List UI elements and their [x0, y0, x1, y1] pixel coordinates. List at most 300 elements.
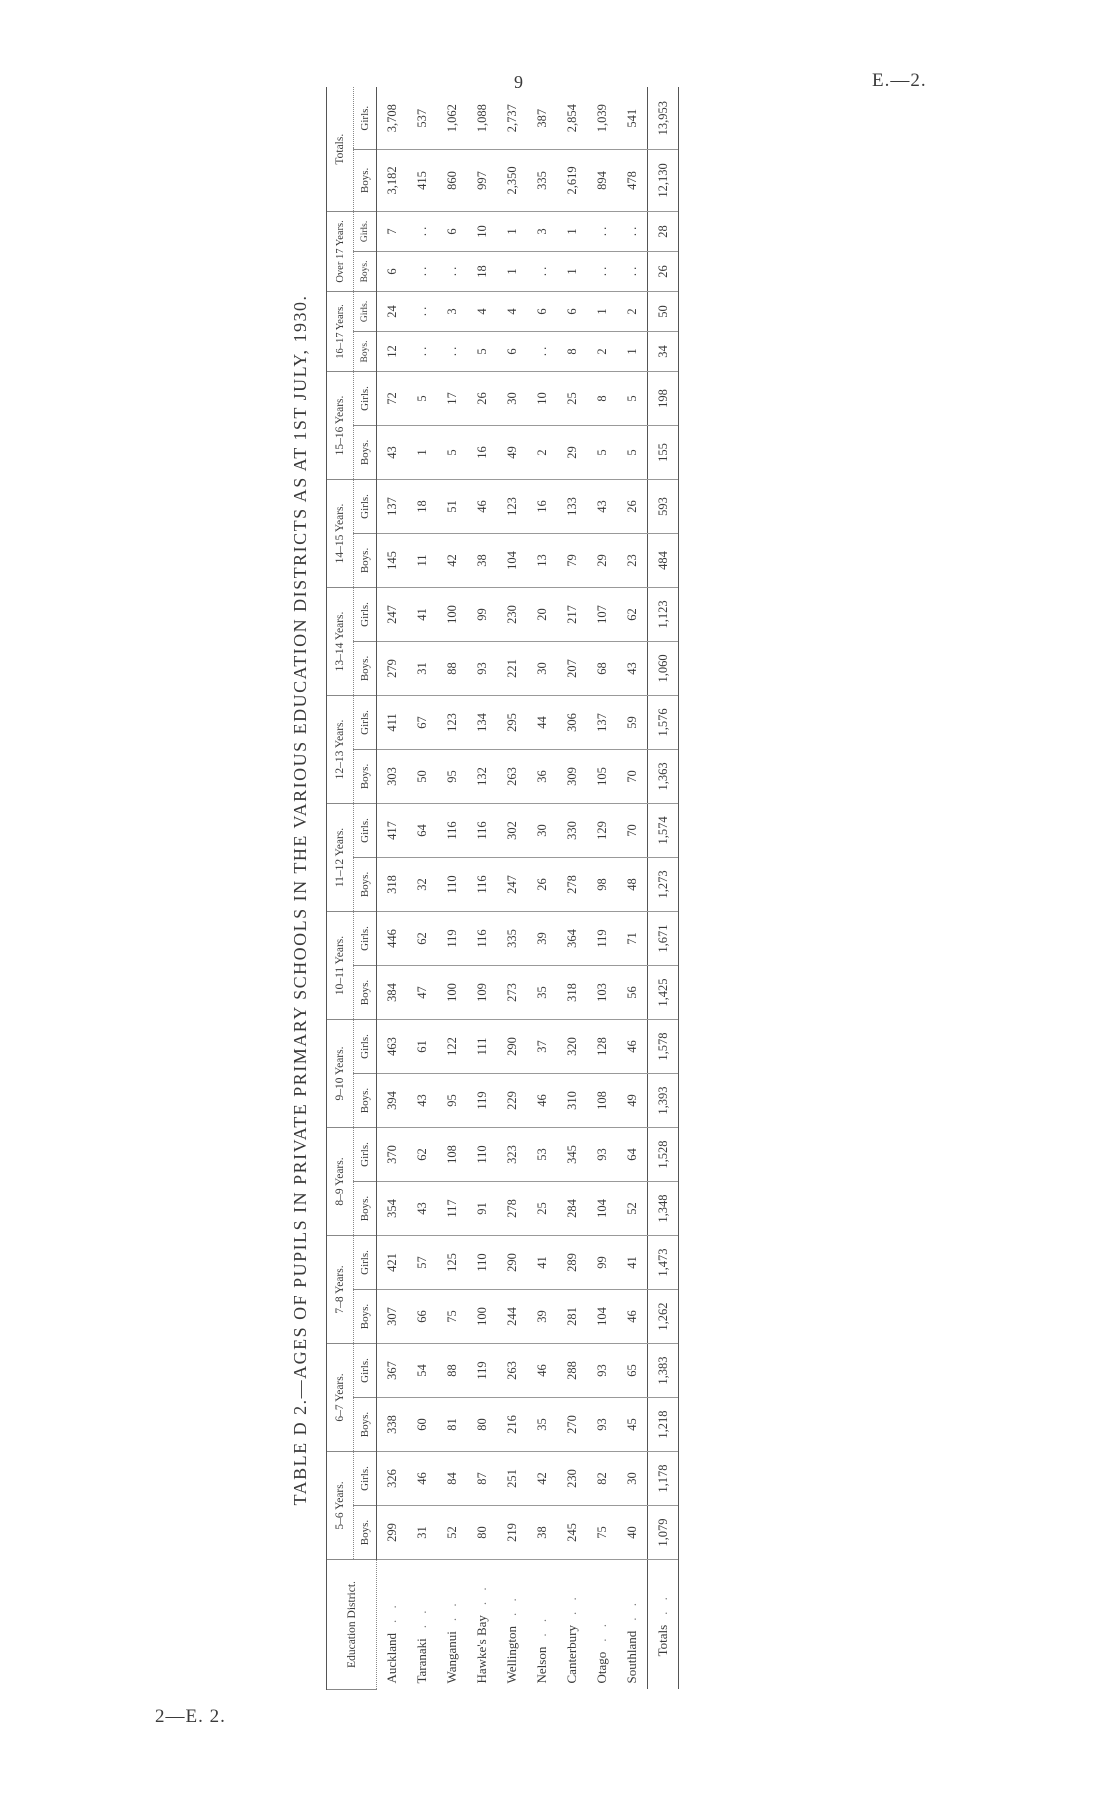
boys-count-cell: 119: [467, 1074, 497, 1128]
boys-count-cell: . .: [407, 251, 437, 291]
girls-count-cell: 123: [497, 479, 527, 533]
table-row: [617, 87, 648, 1689]
boys-count-cell: 39: [527, 1290, 557, 1344]
girls-count-cell: 64: [407, 803, 437, 857]
girls-count-cell: 65: [617, 1344, 648, 1398]
girls-count-cell: 25: [557, 371, 587, 425]
girls-count-cell: 335: [497, 911, 527, 965]
page-reference: E.—2.: [872, 70, 927, 91]
girls-count-cell: 463: [377, 1020, 408, 1074]
girls-count-cell: 3: [437, 291, 467, 331]
age-group-header: 7–8 Years.: [327, 1236, 354, 1344]
district-label: Taranaki: [414, 1638, 429, 1684]
girls-subheader: Girls.: [354, 803, 377, 857]
boys-count-cell: 43: [377, 425, 408, 479]
district-name: [407, 1560, 437, 1690]
girls-count-cell: 3,708: [377, 87, 408, 149]
boys-count-cell: 80: [467, 1506, 497, 1560]
boys-count-cell: 109: [467, 966, 497, 1020]
boys-count-cell: 43: [407, 1074, 437, 1128]
girls-count-cell: 51: [437, 479, 467, 533]
boys-count-cell: 2: [587, 331, 617, 371]
girls-count-cell: 345: [557, 1128, 587, 1182]
girls-count-cell: 119: [467, 1344, 497, 1398]
boys-count-cell: 219: [497, 1506, 527, 1560]
boys-subheader: Boys.: [354, 533, 377, 587]
boys-count-cell: 36: [527, 749, 557, 803]
boys-subheader: Boys.: [354, 425, 377, 479]
table-row: [557, 87, 587, 1689]
boys-count-cell: 104: [587, 1182, 617, 1236]
leader-dots: . .: [414, 1606, 429, 1629]
girls-count-cell: 198: [648, 371, 679, 425]
girls-count-cell: 1,671: [648, 911, 679, 965]
boys-count-cell: 2: [527, 425, 557, 479]
boys-count-cell: 32: [407, 857, 437, 911]
boys-count-cell: 116: [467, 857, 497, 911]
table-row: [377, 87, 408, 1689]
boys-count-cell: 34: [648, 331, 679, 371]
girls-count-cell: 26: [467, 371, 497, 425]
boys-count-cell: 30: [527, 641, 557, 695]
girls-count-cell: 1,528: [648, 1128, 679, 1182]
girls-count-cell: 13,953: [648, 87, 679, 149]
boys-count-cell: . .: [407, 331, 437, 371]
boys-subheader: Boys.: [354, 1182, 377, 1236]
girls-count-cell: 54: [407, 1344, 437, 1398]
girls-count-cell: 302: [497, 803, 527, 857]
boys-count-cell: 270: [557, 1398, 587, 1452]
girls-subheader: Girls.: [354, 1344, 377, 1398]
table-row: [467, 87, 497, 1689]
girls-count-cell: 46: [617, 1020, 648, 1074]
boys-count-cell: 281: [557, 1290, 587, 1344]
table-row: [527, 87, 557, 1689]
boys-count-cell: 1,393: [648, 1074, 679, 1128]
boys-count-cell: 49: [497, 425, 527, 479]
girls-count-cell: 1,578: [648, 1020, 679, 1074]
boys-subheader: Boys.: [354, 1398, 377, 1452]
girls-count-cell: 30: [527, 803, 557, 857]
boys-count-cell: . .: [437, 251, 467, 291]
boys-count-cell: 103: [587, 966, 617, 1020]
boys-count-cell: 47: [407, 966, 437, 1020]
boys-count-cell: 278: [497, 1182, 527, 1236]
girls-count-cell: 1,039: [587, 87, 617, 149]
girls-count-cell: 16: [527, 479, 557, 533]
boys-count-cell: 12,130: [648, 149, 679, 211]
boys-count-cell: 335: [527, 149, 557, 211]
girls-count-cell: 50: [648, 291, 679, 331]
boys-count-cell: 104: [497, 533, 527, 587]
leader-dots: . .: [444, 1599, 459, 1622]
district-name: [497, 1560, 527, 1690]
leader-dots: . .: [504, 1594, 519, 1617]
girls-subheader: Girls.: [354, 1452, 377, 1506]
group-header-row: [327, 87, 354, 1689]
girls-count-cell: 119: [587, 911, 617, 965]
boys-count-cell: 52: [617, 1182, 648, 1236]
boys-count-cell: 95: [437, 1074, 467, 1128]
girls-count-cell: 289: [557, 1236, 587, 1290]
girls-count-cell: 125: [437, 1236, 467, 1290]
girls-count-cell: 46: [467, 479, 497, 533]
girls-count-cell: 119: [437, 911, 467, 965]
boys-count-cell: 307: [377, 1290, 408, 1344]
district-name: [527, 1560, 557, 1690]
boys-count-cell: . .: [527, 251, 557, 291]
age-group-header: 10–11 Years.: [327, 911, 354, 1019]
girls-count-cell: 251: [497, 1452, 527, 1506]
boys-count-cell: 1: [497, 251, 527, 291]
girls-count-cell: 64: [617, 1128, 648, 1182]
boys-count-cell: . .: [617, 251, 648, 291]
district-name: [557, 1560, 587, 1690]
boys-count-cell: 221: [497, 641, 527, 695]
girls-count-cell: 62: [617, 587, 648, 641]
girls-count-cell: 30: [497, 371, 527, 425]
girls-count-cell: 288: [557, 1344, 587, 1398]
girls-count-cell: 295: [497, 695, 527, 749]
boys-count-cell: 43: [407, 1182, 437, 1236]
girls-count-cell: 99: [467, 587, 497, 641]
girls-count-cell: 1,576: [648, 695, 679, 749]
boys-count-cell: 2,619: [557, 149, 587, 211]
boys-count-cell: 1: [557, 251, 587, 291]
girls-count-cell: 24: [377, 291, 408, 331]
girls-count-cell: 134: [467, 695, 497, 749]
age-group-header: 11–12 Years.: [327, 803, 354, 911]
girls-count-cell: 370: [377, 1128, 408, 1182]
boys-count-cell: 860: [437, 149, 467, 211]
boys-count-cell: 18: [467, 251, 497, 291]
boys-count-cell: 484: [648, 533, 679, 587]
boys-count-cell: 25: [527, 1182, 557, 1236]
boys-count-cell: 70: [617, 749, 648, 803]
boys-count-cell: 1: [407, 425, 437, 479]
boys-count-cell: 68: [587, 641, 617, 695]
boys-count-cell: 1,363: [648, 749, 679, 803]
boys-count-cell: 26: [648, 251, 679, 291]
table-row: [437, 87, 467, 1689]
girls-count-cell: 421: [377, 1236, 408, 1290]
girls-count-cell: 61: [407, 1020, 437, 1074]
boys-count-cell: 52: [437, 1506, 467, 1560]
boys-count-cell: 88: [437, 641, 467, 695]
district-label: Hawke's Bay: [474, 1615, 489, 1684]
girls-count-cell: 7: [377, 211, 408, 251]
boys-count-cell: 1,425: [648, 966, 679, 1020]
district-label: Wanganui: [444, 1631, 459, 1684]
girls-count-cell: 1: [587, 291, 617, 331]
boys-count-cell: 216: [497, 1398, 527, 1452]
girls-count-cell: 537: [407, 87, 437, 149]
boys-count-cell: 478: [617, 149, 648, 211]
girls-subheader: Girls.: [354, 371, 377, 425]
girls-count-cell: 72: [377, 371, 408, 425]
girls-count-cell: 2,737: [497, 87, 527, 149]
boys-count-cell: 132: [467, 749, 497, 803]
girls-count-cell: 10: [527, 371, 557, 425]
boys-count-cell: 284: [557, 1182, 587, 1236]
girls-count-cell: 541: [617, 87, 648, 149]
girls-count-cell: 122: [437, 1020, 467, 1074]
boys-count-cell: 155: [648, 425, 679, 479]
girls-count-cell: 30: [617, 1452, 648, 1506]
boys-count-cell: 35: [527, 966, 557, 1020]
boys-count-cell: 229: [497, 1074, 527, 1128]
table-title: TABLE D 2.—AGES OF PUPILS IN PRIVATE PRIMARY SCHOOLS IN THE VARIOUS EDUCATION DISTRICTS AS AT 1ST JULY, 1930.: [290, 294, 310, 1506]
girls-count-cell: 2: [617, 291, 648, 331]
girls-count-cell: 107: [587, 587, 617, 641]
district-name: [377, 1560, 408, 1690]
boys-count-cell: 12: [377, 331, 408, 371]
girls-count-cell: 247: [377, 587, 408, 641]
boys-count-cell: 108: [587, 1074, 617, 1128]
boys-count-cell: 5: [437, 425, 467, 479]
table-body: [377, 87, 679, 1689]
boys-count-cell: 318: [377, 857, 408, 911]
girls-count-cell: 41: [527, 1236, 557, 1290]
girls-count-cell: 137: [587, 695, 617, 749]
district-name: [437, 1560, 467, 1690]
girls-subheader: Girls.: [354, 291, 377, 331]
boys-count-cell: 354: [377, 1182, 408, 1236]
girls-count-cell: 230: [497, 587, 527, 641]
boys-count-cell: 16: [467, 425, 497, 479]
boys-count-cell: 894: [587, 149, 617, 211]
boys-count-cell: 247: [497, 857, 527, 911]
girls-count-cell: 1,383: [648, 1344, 679, 1398]
boys-count-cell: 105: [587, 749, 617, 803]
boys-count-cell: 80: [467, 1398, 497, 1452]
leader-dots: . .: [384, 1601, 399, 1623]
boys-count-cell: 303: [377, 749, 408, 803]
age-group-header: 13–14 Years.: [327, 587, 354, 695]
boys-count-cell: 3,182: [377, 149, 408, 211]
boys-count-cell: 244: [497, 1290, 527, 1344]
girls-count-cell: 57: [407, 1236, 437, 1290]
girls-count-cell: 320: [557, 1020, 587, 1074]
girls-count-cell: 1,062: [437, 87, 467, 149]
totals-label: [648, 1560, 679, 1690]
boys-count-cell: 310: [557, 1074, 587, 1128]
boys-count-cell: 5: [587, 425, 617, 479]
boys-subheader: Boys.: [354, 149, 377, 211]
girls-count-cell: . .: [617, 211, 648, 251]
girls-count-cell: 41: [617, 1236, 648, 1290]
boys-count-cell: 384: [377, 966, 408, 1020]
boys-count-cell: 5: [467, 331, 497, 371]
girls-count-cell: 417: [377, 803, 408, 857]
boys-count-cell: 91: [467, 1182, 497, 1236]
age-group-header: 16–17 Years.: [327, 291, 354, 371]
boys-count-cell: 104: [587, 1290, 617, 1344]
boys-count-cell: 31: [407, 641, 437, 695]
boys-count-cell: 1,218: [648, 1398, 679, 1452]
boys-count-cell: 1: [617, 331, 648, 371]
footer-reference: 2—E. 2.: [155, 1706, 226, 1727]
girls-count-cell: 1,473: [648, 1236, 679, 1290]
girls-count-cell: 67: [407, 695, 437, 749]
district-name: [587, 1560, 617, 1690]
girls-count-cell: 116: [467, 803, 497, 857]
district-label: Auckland: [384, 1632, 399, 1684]
girls-subheader: Girls.: [354, 911, 377, 965]
girls-count-cell: 110: [467, 1128, 497, 1182]
girls-count-cell: 20: [527, 587, 557, 641]
district-label: Southland: [624, 1630, 639, 1684]
leader-dots: . .: [624, 1599, 639, 1621]
rotated-table-block: [290, 101, 722, 1690]
boys-count-cell: 110: [437, 857, 467, 911]
age-group-header: 12–13 Years.: [327, 695, 354, 803]
boys-count-cell: 273: [497, 966, 527, 1020]
girls-count-cell: 93: [587, 1344, 617, 1398]
girls-count-cell: 306: [557, 695, 587, 749]
boys-count-cell: 6: [497, 331, 527, 371]
boys-count-cell: 60: [407, 1398, 437, 1452]
boys-count-cell: 29: [587, 533, 617, 587]
boys-count-cell: 66: [407, 1290, 437, 1344]
boys-count-cell: 29: [557, 425, 587, 479]
girls-count-cell: 116: [467, 911, 497, 965]
boys-subheader: Boys.: [354, 966, 377, 1020]
girls-count-cell: 43: [587, 479, 617, 533]
boys-subheader: Boys.: [354, 1506, 377, 1560]
sex-header-row: [354, 87, 377, 1689]
girls-count-cell: 88: [437, 1344, 467, 1398]
girls-count-cell: 364: [557, 911, 587, 965]
girls-count-cell: 41: [407, 587, 437, 641]
girls-count-cell: . .: [407, 211, 437, 251]
district-label: Otago: [594, 1651, 609, 1684]
boys-count-cell: 1,273: [648, 857, 679, 911]
girls-count-cell: 116: [437, 803, 467, 857]
girls-count-cell: 17: [437, 371, 467, 425]
boys-count-cell: 11: [407, 533, 437, 587]
girls-subheader: Girls.: [354, 479, 377, 533]
boys-count-cell: 245: [557, 1506, 587, 1560]
boys-subheader: Boys.: [354, 1290, 377, 1344]
girls-count-cell: 71: [617, 911, 648, 965]
girls-count-cell: 2,854: [557, 87, 587, 149]
girls-count-cell: 42: [527, 1452, 557, 1506]
girls-count-cell: 110: [467, 1236, 497, 1290]
boys-count-cell: 45: [617, 1398, 648, 1452]
girls-count-cell: 62: [407, 1128, 437, 1182]
boys-count-cell: 338: [377, 1398, 408, 1452]
boys-subheader: Boys.: [354, 1074, 377, 1128]
boys-count-cell: 5: [617, 425, 648, 479]
ages-table: [326, 87, 679, 1690]
girls-count-cell: 3: [527, 211, 557, 251]
girls-count-cell: 323: [497, 1128, 527, 1182]
boys-count-cell: 1,060: [648, 641, 679, 695]
girls-count-cell: 263: [497, 1344, 527, 1398]
girls-count-cell: 46: [407, 1452, 437, 1506]
boys-count-cell: 38: [467, 533, 497, 587]
boys-count-cell: 997: [467, 149, 497, 211]
girls-subheader: Girls.: [354, 211, 377, 251]
girls-count-cell: . .: [587, 211, 617, 251]
boys-count-cell: 98: [587, 857, 617, 911]
boys-count-cell: 8: [557, 331, 587, 371]
girls-count-cell: 5: [407, 371, 437, 425]
girls-count-cell: 446: [377, 911, 408, 965]
girls-count-cell: 1: [557, 211, 587, 251]
boys-count-cell: 100: [467, 1290, 497, 1344]
boys-count-cell: 1,262: [648, 1290, 679, 1344]
boys-count-cell: 38: [527, 1506, 557, 1560]
girls-count-cell: 39: [527, 911, 557, 965]
girls-count-cell: 53: [527, 1128, 557, 1182]
boys-count-cell: 93: [467, 641, 497, 695]
girls-count-cell: 128: [587, 1020, 617, 1074]
age-group-header: 14–15 Years.: [327, 479, 354, 587]
girls-count-cell: 100: [437, 587, 467, 641]
girls-count-cell: 8: [587, 371, 617, 425]
boys-subheader: Boys.: [354, 331, 377, 371]
boys-count-cell: 75: [437, 1290, 467, 1344]
girls-count-cell: 330: [557, 803, 587, 857]
boys-count-cell: 40: [617, 1506, 648, 1560]
girls-count-cell: 37: [527, 1020, 557, 1074]
girls-count-cell: 217: [557, 587, 587, 641]
leader-dots: . .: [594, 1619, 609, 1642]
boys-count-cell: 93: [587, 1398, 617, 1452]
girls-subheader: Girls.: [354, 1236, 377, 1290]
district-column-header: Education District.: [327, 1560, 377, 1690]
boys-count-cell: 117: [437, 1182, 467, 1236]
girls-count-cell: 70: [617, 803, 648, 857]
boys-subheader: Boys.: [354, 857, 377, 911]
girls-count-cell: 4: [497, 291, 527, 331]
boys-count-cell: 394: [377, 1074, 408, 1128]
district-name: [467, 1560, 497, 1690]
boys-count-cell: 278: [557, 857, 587, 911]
boys-count-cell: 318: [557, 966, 587, 1020]
boys-count-cell: 42: [437, 533, 467, 587]
boys-subheader: Boys.: [354, 749, 377, 803]
totals-row: [648, 87, 679, 1689]
age-group-header: 8–9 Years.: [327, 1128, 354, 1236]
boys-count-cell: . .: [437, 331, 467, 371]
boys-count-cell: 23: [617, 533, 648, 587]
boys-count-cell: 26: [527, 857, 557, 911]
girls-count-cell: 133: [557, 479, 587, 533]
girls-count-cell: 1,574: [648, 803, 679, 857]
boys-count-cell: 1,348: [648, 1182, 679, 1236]
boys-count-cell: 100: [437, 966, 467, 1020]
girls-count-cell: 44: [527, 695, 557, 749]
boys-count-cell: 49: [617, 1074, 648, 1128]
boys-count-cell: 299: [377, 1506, 408, 1560]
girls-count-cell: . .: [407, 291, 437, 331]
girls-count-cell: 46: [527, 1344, 557, 1398]
age-group-header: 5–6 Years.: [327, 1452, 354, 1560]
girls-count-cell: 593: [648, 479, 679, 533]
girls-count-cell: 6: [527, 291, 557, 331]
boys-count-cell: 279: [377, 641, 408, 695]
girls-count-cell: 87: [467, 1452, 497, 1506]
boys-count-cell: . .: [587, 251, 617, 291]
district-label: Totals: [655, 1624, 670, 1657]
girls-count-cell: 1: [497, 211, 527, 251]
leader-dots: . .: [655, 1593, 670, 1615]
girls-count-cell: 84: [437, 1452, 467, 1506]
age-group-header: Totals.: [327, 87, 354, 211]
